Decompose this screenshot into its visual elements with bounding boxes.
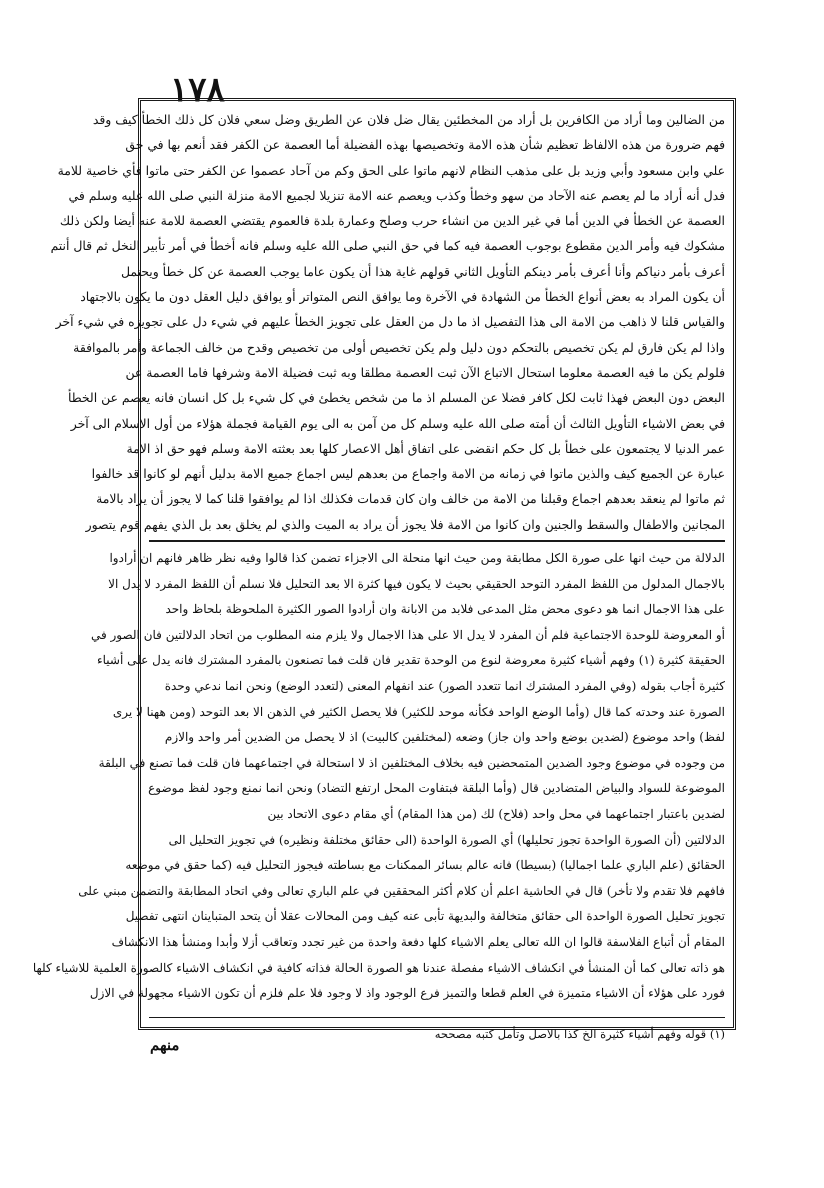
commentary-line: المقام أن أتباع الفلاسفة قالوا ان الله تعالى يعلم الاشياء كلها دفعة واحدة من غير تجدد وتعاقب أزلا وأبدا ومنشأ هذا الانكشاف (111, 934, 725, 949)
commentary-line: من وجوده في موضوع وجود الضدين المتمحضين فيه بخلاف المختلفين اذ لا استحالة في اجتماعهما فان قلت فما تصنع في البلقة (98, 755, 725, 770)
footnote (149, 1022, 725, 1047)
main-text-line: والقياس قلنا لا ذاهب من الامة الى هذا التفصيل اذ ما دل من العقل على تجويز الخطأ عليهم في شيء دل على تجويزه في شيء آخر (55, 314, 725, 330)
commentary-line: الصورة عند وحدته كما قال (وأما الوضع الواحد فكأنه موحد للكثير) فلا يحصل الكثير في الذهن الا بعد التوحد (ومن ههنا لا يرى (112, 704, 725, 719)
commentary-line: لضدين باعتبار اجتماعهما في محل واحد (فلاح) لك (من هذا المقام) أي مقام دعوى الاتحاد بين (267, 806, 725, 821)
commentary-line: على هذا الاجمال انما هو دعوى محض مثل المدعى فلابد من الابانة وان أرادوا الصور الكثيرة الملحوظة بلحاظ واحد (165, 602, 725, 617)
commentary-line: بالاجمال المدلول من اللفظ المفرد التوحد الحقيقي بحيث لا يكون فيها كثرة الا بعد التحليل فلا نسلم أن اللفظ المفرد لا يدل الا (108, 576, 725, 591)
page-number: ١٧٨ (170, 70, 225, 110)
commentary-line: الدلالة من حيث انها على صورة الكل مطابقة ومن حيث انها منحلة الى الاجزاء تضمن كذا قالوا وفيه نظر ظاهر فانهم ان أرادوا (109, 551, 725, 566)
main-text-line: المجانين والاطفال والسقط والجنين وان كانوا من الامة فلا يجوز أن يراد به الميت والذي لم يخلق بعد بل الذي يفهم قوم يتصور (85, 516, 725, 532)
main-text (50, 107, 725, 537)
footnote-divider (149, 1017, 725, 1018)
commentary-line: كثيرة أجاب بقوله (وفي المفرد المشترك انما تتعدد الصور) عند انفهام المعنى (لتعدد الوضع) ونحن انما ندعي وحدة (164, 679, 725, 694)
main-text-line: في بعض الاشياء التأويل الثالث أن أمته صلى الله عليه وسلم كل من آمن به الى يوم القيامة فجملة هؤلاء من أول الاسلام الى آخر (70, 415, 725, 431)
commentary-line: الدلالتين (أن الصورة الواحدة تجوز تحليلها) أي الصورة الواحدة (الى حقائق مختلفة ونظيره) في تجويز التحليل الى (168, 832, 725, 847)
commentary-line: الحقيقة كثيرة (١) وفهم أشياء كثيرة معروضة لنوع من الوحدة تقدير فان قلت فما تصنعون بالمفرد المشترك فانه يدل على أشياء (97, 653, 725, 668)
commentary-line: فورد على هؤلاء أن الاشياء متميزة في العلم قطعا والتميز فرع الوجود واذ لا وجود فلا علم فلزم أن تكون الاشياء مجهولة في الازل (89, 986, 725, 1001)
footnote-line: (١) قوله وفهم أشياء كثيرة الخ كذا بالاصل وتأمل كتبه مصححه (434, 1026, 725, 1041)
main-text-line: من الضالين وما أراد من الكافرين بل أراد من المخطئين يقال ضل فلان عن الطريق وضل سعي فلان كل ذلك الخطأ كيف وقد (92, 112, 725, 127)
main-text-line: البعض دون البعض فهذا ثابت لكل كافر فضلا عن المسلم اذ ما من شخص يخطئ في كل شيء بل كل انسان فانه يعصم عن الخطأ (67, 390, 725, 406)
commentary-line: فافهم فلا تقدم ولا تأخر) قال في الحاشية اعلم أن كلام أكثر المحققين في علم الباري تعالى وفي اتحاد المطابقة والتضمن مبني على (78, 883, 725, 898)
commentary-text (32, 546, 725, 1007)
main-text-line: العصمة عن الخطأ في الدين أما في غير الدين من انشاء حرب وصلح وعمارة بلدة فالعموم يقتضي العصمة للامة عنه أيضا ولكن ذلك (59, 213, 725, 229)
main-text-line: عبارة عن الجميع كيف والذين ماتوا في زمانه من الامة واجماع من بعدهم ليس اجماع جميع الامة بدليل أنهم لو كانوا قد خالفوا (91, 466, 725, 482)
main-text-line: عمر الدنيا لا يجتمعون على خطأ بل كل حكم انقضى على اتفاق أهل الاعصار كلها بعد بعثته الامة وسلم فهو حق اذ الامة (126, 440, 725, 456)
main-text-line: أن يكون المراد به بعض أنواع الخطأ من الشهادة في الآخرة وما يوافق النص المتواتر أو يوافق دليل العقل دون ما يكون بالاجتهاد (80, 289, 725, 305)
main-text-line: واذا لم يكن فارق لم يكن تخصيص بالتحكم دون دليل ولم يكن تخصيص أولى من تخصيص وقدح من خالف الجماعة وأمر بالموافقة (73, 339, 725, 355)
main-text-line: فلولم يكن ما فيه العصمة معلوما استحال الاتباع الآن ثبت العصمة مطلقا وبه ثبت فضيلة الامة وشرفها فاما العصمة عن (125, 364, 725, 380)
commentary-line: أو المعروضة للوحدة الاجتماعية فلم أن المفرد لا يدل الا على هذا الاجمال ولا يلزم منه المطلوب من اتحاد الدلالتين فان الصور في (90, 627, 725, 642)
section-divider (149, 540, 725, 542)
commentary-line: الموضوعة للسواد والبياض المتضادين قال (وأما البلقة فبتفاوت المحل ارتفع التضاد) ونحن انما نمنع وجود لفظ موضوع (148, 781, 725, 796)
main-text-line: فدل أنه أراد ما لم يعصم عنه الآحاد من سهو وخطأ وكذب ويعصم عنه الامة تنزيلا لجميع الامة منزلة النبي صلى الله عليه وسلم في (68, 187, 725, 203)
main-text-line: فهم ضرورة من هذه الالفاظ تعظيم شأن هذه الامة وتخصيصها بهذه الفضيلة أما العصمة عن الكفر فقد أنعم بها في حق (125, 137, 725, 153)
main-text-line: علي وابن مسعود وأبي وزيد بل على مذهب النظام لانهم ماتوا على الحق وكم من آحاد عصموا عن الكفر حتى ماتوا فأي خاصية للامة (57, 162, 725, 178)
catchword: منهم (150, 1036, 180, 1054)
main-text-line: أعرف بأمر دنياكم وأنا أعرف بأمر دينكم التأويل الثاني قولهم غاية هذا أن يكون عاما يوجب العصمة عن كل خطأ ويحتمل (121, 263, 725, 279)
main-text-line: مشكوك فيه وأمر الدين مقطوع بوجوب العصمة فيه كما في حق النبي صلى الله عليه وسلم فانه أخطأ في أمر تأبير النخل ثم قال أنتم (50, 238, 725, 254)
commentary-line: هو ذاته تعالى كما أن المنشأ في انكشاف الاشياء مفصلة عندنا هو الصورة الحالة فذاته كافية في انكشاف الاشياء كالصورة العلمية للاشياء كلها (32, 960, 725, 975)
commentary-line: الحقائق (علم الباري علما اجماليا) (بسيطا) فانه عالم بسائر الممكنات مع بساطته فيجوز التحليل فيه (كما حقق في موضعه (125, 858, 725, 873)
page-frame (32, 98, 736, 1041)
commentary-line: لفظ) واحد موضوع (لضدين بوضع واحد وان جاز) وضعه (لمختلفين كالبيت) اذ لا يحصل من الضدين أمر واحد والازم (164, 730, 725, 745)
commentary-line: تجويز تحليل الصورة الواحدة الى حقائق متخالفة والبديهة تأبى عنه كيف ومن المحالات عقلا أن يتحد المتباينان انتهى تفصيل (125, 909, 725, 924)
main-text-line: ثم ماتوا لم ينعقد بعدهم اجماع وقبلنا من الامة من خالف وان كان قدمات فكذلك اذا لم يوافقوا قلنا كما لا يجوز أن يراد بالامة (96, 491, 725, 507)
